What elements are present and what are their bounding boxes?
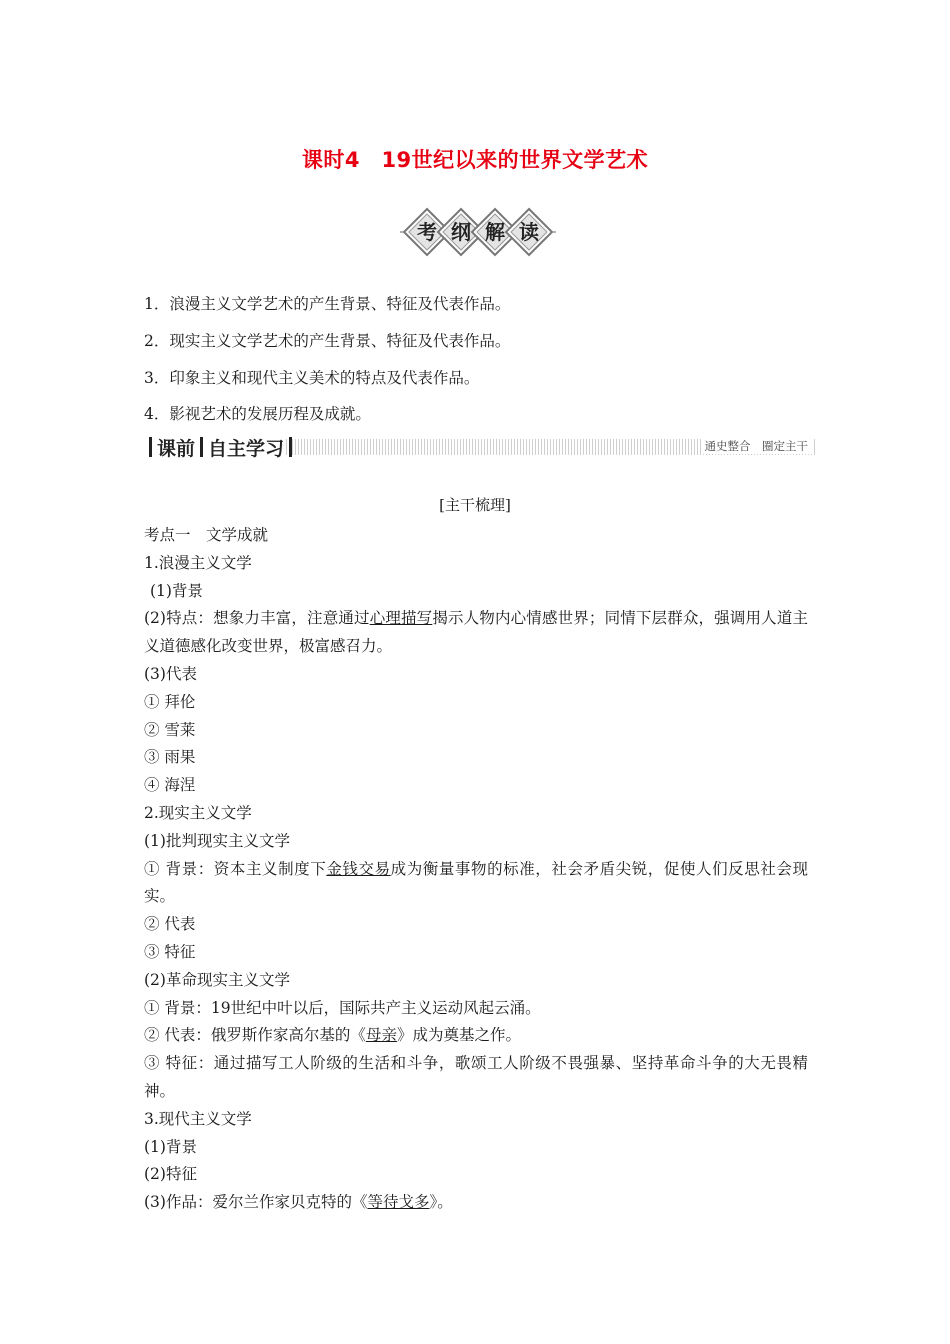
content-body xyxy=(144,522,808,1217)
text-line: ① 背景：19世纪中叶以后，国际共产主义运动风起云涌。 xyxy=(144,998,541,1017)
section-banner xyxy=(144,435,816,459)
banner-part2: 自主学习 xyxy=(208,437,285,460)
text-line: ③ 雨果 xyxy=(144,748,196,767)
banner-subtitle: 通史整合 圈定主干 xyxy=(701,438,813,454)
badge-char-3: 解 xyxy=(485,220,505,244)
text-line: (1)背景 xyxy=(144,1137,197,1156)
underlined-term: 心理描写 xyxy=(369,609,433,628)
text-line: ④ 海涅 xyxy=(144,776,196,795)
text-line: (2)革命现实主义文学 xyxy=(144,970,290,989)
text-line: (1)背景 xyxy=(150,581,203,600)
badge-char-1: 考 xyxy=(417,220,437,244)
text-line: 考点一 文学成就 xyxy=(144,526,269,544)
text-line: (3)作品：爱尔兰作家贝克特的《等待戈多》。 xyxy=(144,1193,453,1212)
text-line: ① 背景：资本主义制度下金钱交易成为衡量事物的标准，社会矛盾尖锐，促使人们反思社会现实。 xyxy=(144,859,808,906)
underlined-term: 等待戈多 xyxy=(367,1193,430,1212)
banner-bar xyxy=(200,437,203,457)
text-line: ② 雪莱 xyxy=(144,720,196,739)
objective-3: 3．印象主义和现代主义美术的特点及代表作品。 xyxy=(144,369,480,387)
text-line: ② 代表：俄罗斯作家高尔基的《母亲》成为奠基之作。 xyxy=(144,1026,521,1045)
underlined-term: 金钱交易 xyxy=(326,859,391,878)
text-line: ② 代表 xyxy=(144,915,196,934)
badge-diamond-4 xyxy=(506,209,552,255)
text-line: ③ 特征 xyxy=(144,942,196,961)
banner-part1: 课前 xyxy=(157,437,196,460)
text-line: (2)特点：想象力丰富，注意通过心理描写揭示人物内心情感世界；同情下层群众，强调用人道主义道德感化改变世界，极富感召力。 xyxy=(144,609,808,656)
text-line: 3.现代主义文学 xyxy=(144,1109,252,1128)
badge-char-2: 纲 xyxy=(451,220,471,244)
page-title: 课时4 19世纪以来的世界文学艺术 xyxy=(301,148,649,172)
objective-4: 4．影视艺术的发展历程及成就。 xyxy=(144,405,371,423)
text-line: 1.浪漫主义文学 xyxy=(144,553,252,572)
text-line: (1)批判现实主义文学 xyxy=(144,831,290,850)
section-label: [主干梳理] xyxy=(439,496,511,514)
exam-outline-badge xyxy=(398,206,558,258)
text-line: 2.现实主义文学 xyxy=(144,803,252,822)
text-line: (2)特征 xyxy=(144,1165,197,1184)
banner-bar xyxy=(149,437,152,457)
underlined-term: 母亲 xyxy=(365,1026,397,1045)
text-line: ③ 特征：通过描写工人阶级的生活和斗争，歌颂工人阶级不畏强暴、坚持革命斗争的大无畏精神。 xyxy=(144,1054,808,1100)
objective-1: 1．浪漫主义文学艺术的产生背景、特征及代表作品。 xyxy=(144,295,511,313)
text-line: (3)代表 xyxy=(144,664,197,683)
text-line: ① 拜伦 xyxy=(144,692,196,711)
objective-2: 2．现实主义文学艺术的产生背景、特征及代表作品。 xyxy=(144,332,511,350)
banner-bar xyxy=(289,437,292,457)
badge-char-4: 读 xyxy=(519,220,539,244)
